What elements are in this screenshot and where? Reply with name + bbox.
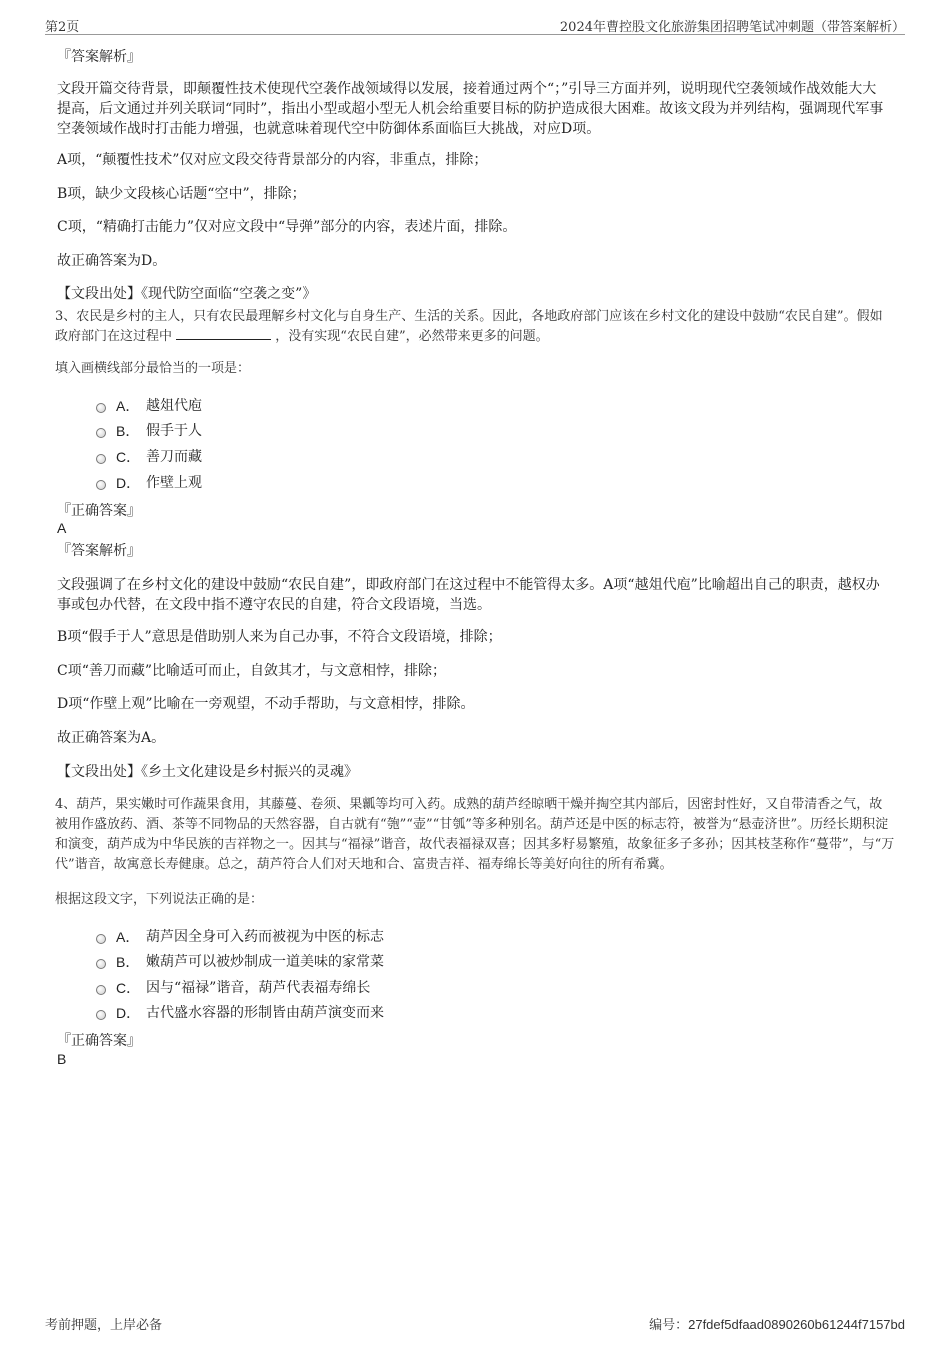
- q4-option-b[interactable]: B． 嫩葫芦可以被炒制成一道美味的家常菜: [96, 952, 384, 972]
- page-number: 第2页: [45, 20, 80, 35]
- radio-icon[interactable]: [96, 428, 106, 438]
- analysis-option-d-q3: D项“作壁上观”比喻在一旁观望，不动手帮助，与文意相悖，排除。: [57, 696, 475, 712]
- document-id: 编号：27fdef5dfaad0890260b61244f7157bd: [649, 1317, 905, 1332]
- question-3-prompt: 填入画横线部分最恰当的一项是：: [55, 361, 251, 376]
- radio-icon[interactable]: [96, 480, 106, 490]
- answer-label-q3: 『正确答案』: [57, 503, 141, 519]
- question-4-prompt: 根据这段文字，下列说法正确的是：: [55, 892, 264, 907]
- analysis-option-c-q3: C项“善刀而藏”比喻适可而止，自敛其才，与文意相悖，排除；: [57, 663, 447, 679]
- q3-option-d[interactable]: D． 作壁上观: [96, 473, 202, 493]
- answer-label-q4: 『正确答案』: [57, 1033, 141, 1049]
- analysis-label-q3: 『答案解析』: [57, 543, 141, 559]
- analysis-paragraph-q3: 文段强调了在乡村文化的建设中鼓励“农民自建”，即政府部门在这过程中不能管得太多。A项“越俎代庖”比喻超出自己的职责，越权办事或包办代替，在文段中指不遵守农民的自建，符合文段语境，当选。: [57, 577, 880, 613]
- fill-blank: [176, 327, 271, 340]
- radio-icon[interactable]: [96, 403, 106, 413]
- page-footer: [45, 1312, 905, 1332]
- q3-option-a[interactable]: A． 越俎代庖: [96, 396, 202, 416]
- analysis-option-a-q2: A项，“颠覆性技术”仅对应文段交待背景部分的内容，非重点，排除；: [57, 152, 488, 168]
- radio-icon[interactable]: [96, 454, 106, 464]
- analysis-option-b-q3: B项“假手于人”意思是借助别人来为自己办事，不符合文段语境，排除；: [57, 629, 502, 645]
- conclusion-q2: 故正确答案为D。: [57, 253, 167, 269]
- radio-icon[interactable]: [96, 985, 106, 995]
- question-4-text: 4、葫芦，果实嫩时可作蔬果食用，其藤蔓、卷须、果瓤等均可入药。成熟的葫芦经晾晒干燥并掏空其内部后，因密封性好，又自带清香之气，故被用作盛放药、酒、茶等不同物品的天然容器，自古就有“匏”“壶”“甘瓠”等多种别名。葫芦还是中医的标志符，被誉为“悬壶济世”。历经长期积淀和演变，葫芦成为中华民族的吉祥物之一。因其与“福禄”谐音，故代表福禄双喜；因其多籽易繁殖，故象征多子多孙；因其枝茎称作“蔓带”，与“万代”谐音，故寓意长寿健康。总之，葫芦符合人们对天地和合、富贵吉祥、福寿绵长等美好向往的所有希冀。: [55, 797, 895, 872]
- answer-q4: B: [57, 1051, 67, 1067]
- page-header: [45, 14, 905, 35]
- conclusion-q3: 故正确答案为A。: [57, 730, 166, 746]
- answer-q3: A: [57, 520, 67, 536]
- source-q2: 【文段出处】《现代防空面临“空袭之变”》: [57, 286, 317, 302]
- analysis-label-q2: 『答案解析』: [57, 49, 141, 65]
- radio-icon[interactable]: [96, 934, 106, 944]
- source-q3: 【文段出处】《乡土文化建设是乡村振兴的灵魂》: [57, 764, 358, 780]
- question-3-text: 3、农民是乡村的主人，只有农民最理解乡村文化与自身生产、生活的关系。因此，各地政府部门应该在乡村文化的建设中鼓励“农民自建”。假如政府部门在这过程中 ，没有实现“农民自建”，必然带来更多的问题。: [55, 309, 883, 344]
- q4-option-c[interactable]: C． 因与“福禄”谐音，葫芦代表福寿绵长: [96, 978, 370, 998]
- analysis-paragraph-q2: 文段开篇交待背景，即颠覆性技术使现代空袭作战领域得以发展，接着通过两个“；”引导三方面并列，说明现代空袭领域作战效能大大提高，后文通过并列关联词“同时”，指出小型或超小型无人机会给重要目标的防护造成很大困难。故该文段为并列结构，强调现代军事空袭领域作战时打击能力增强，也就意味着现代空中防御体系面临巨大挑战，对应D项。: [57, 81, 884, 137]
- q4-option-d[interactable]: D． 古代盛水容器的形制皆由葫芦演变而来: [96, 1003, 384, 1023]
- analysis-option-c-q2: C项，“精确打击能力”仅对应文段中“导弹”部分的内容，表述片面，排除。: [57, 219, 517, 235]
- radio-icon[interactable]: [96, 1010, 106, 1020]
- footer-slogan: 考前押题，上岸必备: [45, 1318, 163, 1333]
- q3-option-c[interactable]: C． 善刀而藏: [96, 447, 202, 467]
- q4-option-a[interactable]: A． 葫芦因全身可入药而被视为中医的标志: [96, 927, 384, 947]
- analysis-option-b-q2: B项，缺少文段核心话题“空中”，排除；: [57, 186, 306, 202]
- radio-icon[interactable]: [96, 959, 106, 969]
- document-title: 2024年曹控股文化旅游集团招聘笔试冲刺题（带答案解析）: [559, 20, 905, 35]
- q3-option-b[interactable]: B． 假手于人: [96, 421, 202, 441]
